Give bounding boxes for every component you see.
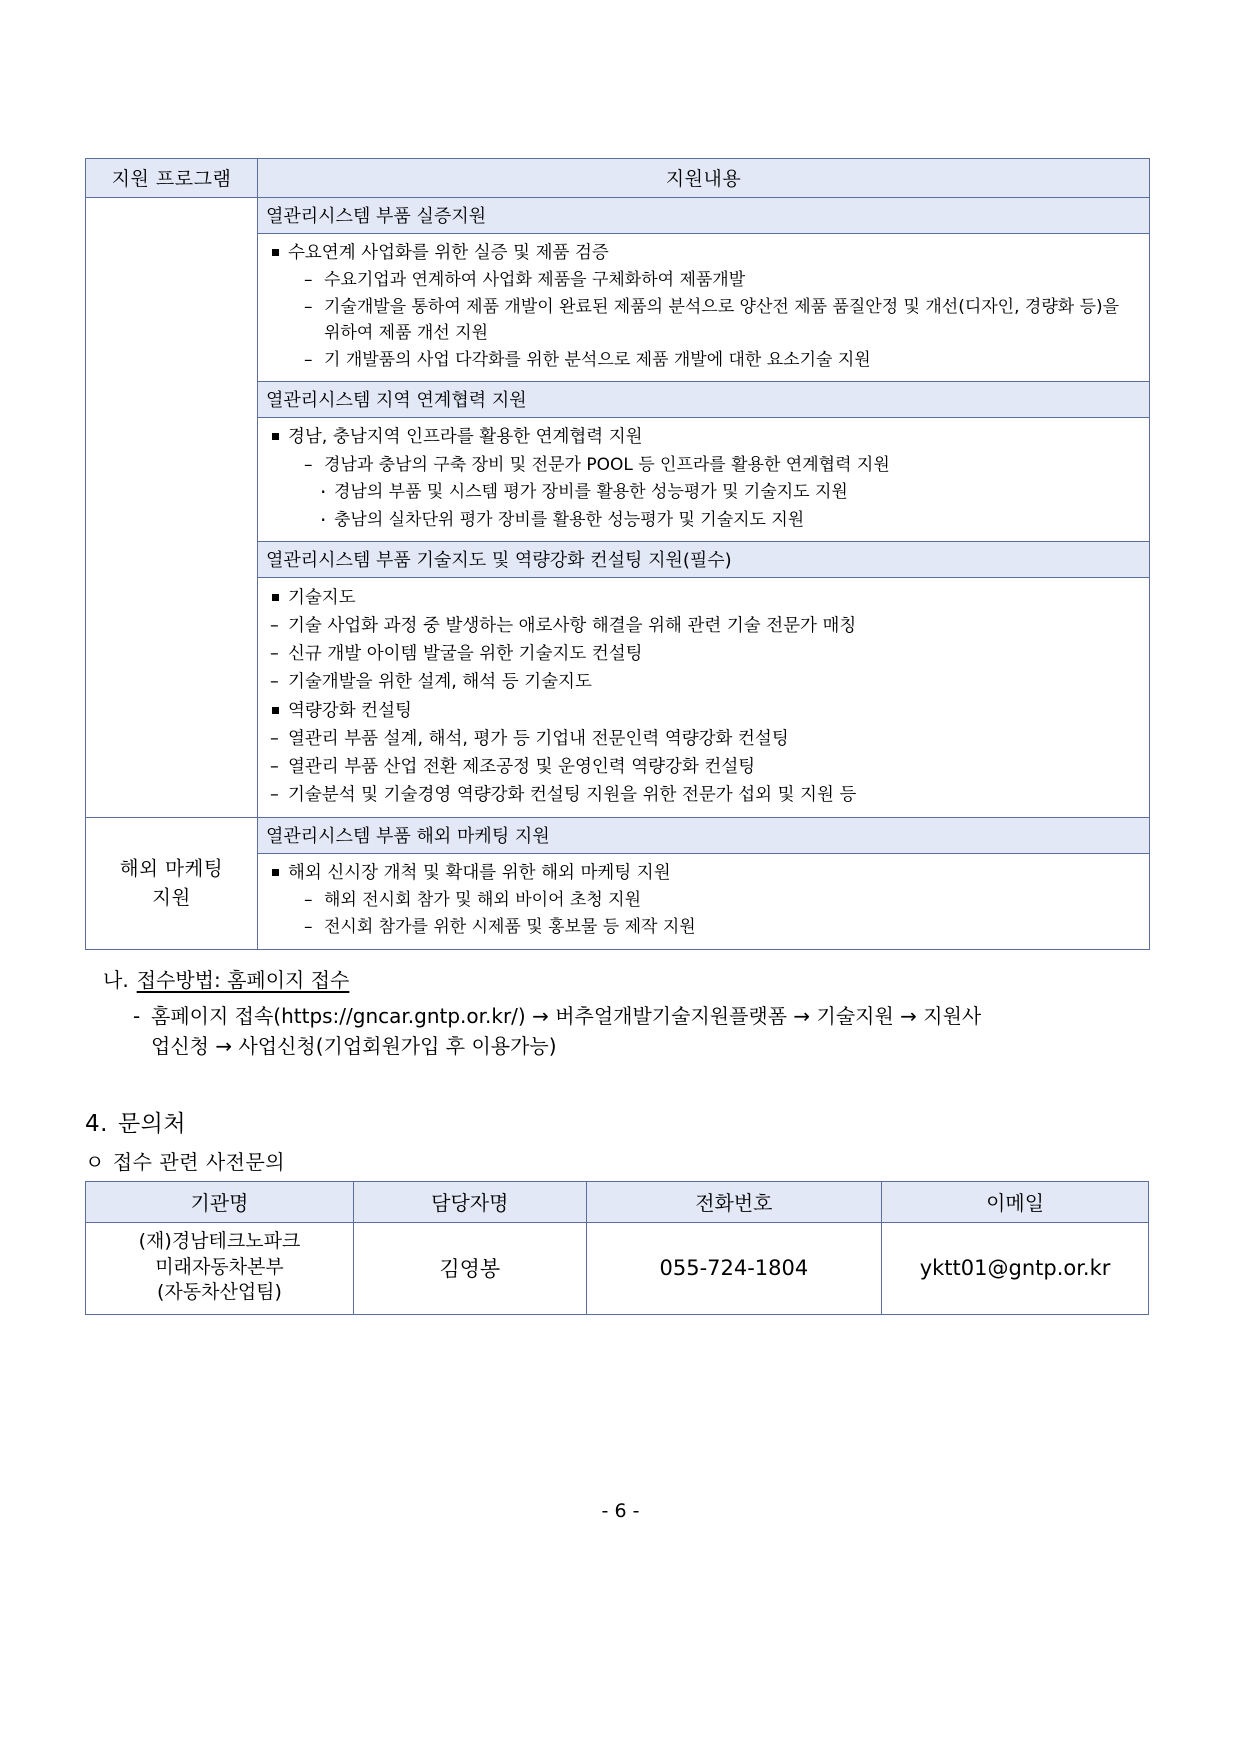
header-program: 지원 프로그램	[86, 159, 258, 198]
list-item: – 경남과 충남의 구축 장비 및 전문가 POOL 등 인프라를 활용한 연계협력 지원	[304, 453, 1139, 479]
list-item: · 경남의 부품 및 시스템 평가 장비를 활용한 성능평가 및 기술지도 지원	[318, 479, 1139, 505]
header-content: 지원내용	[258, 159, 1150, 198]
apply-method-section	[85, 964, 1155, 1061]
item-text: 경남, 충남지역 인프라를 활용한 연계협력 지원	[288, 427, 643, 448]
section-title-1: 열관리시스템 부품 실증지원	[258, 198, 1150, 234]
contact-header-row	[86, 1181, 1149, 1222]
list-item: – 기술 사업화 과정 중 발생하는 애로사항 해결을 위해 관련 기술 전문가 매칭	[268, 613, 1139, 640]
list-item: 기술지도	[268, 585, 1139, 612]
contact-org-line2: 미래자동차본부	[155, 1255, 284, 1278]
apply-method-line2: 업신청 → 사업신청(기업회원가입 후 이용가능)	[151, 1033, 557, 1058]
contact-name: 김영봉	[353, 1222, 586, 1314]
list-item	[268, 860, 1139, 941]
section-body-2	[258, 418, 1150, 542]
contact-phone: 055-724-1804	[586, 1222, 882, 1314]
contact-header-phone: 전화번호	[586, 1181, 882, 1222]
list-item: – 수요기업과 연계하여 사업화 제품을 구체화하여 제품개발	[304, 268, 1139, 294]
contact-org-line3: (자동차산업팀)	[157, 1281, 282, 1304]
section-body-1	[258, 234, 1150, 382]
list-item: – 기술분석 및 기술경영 역량강화 컨설팅 지원을 위한 전문가 섭외 및 지원 등	[268, 782, 1139, 809]
item-text: 수요연계 사업화를 위한 실증 및 제품 검증	[288, 243, 609, 263]
contact-header-name: 담당자명	[353, 1181, 586, 1222]
page-number: - 6 -	[601, 1500, 640, 1522]
section-title-2: 열관리시스템 지역 연계협력 지원	[258, 382, 1150, 418]
inquiry-subheading	[85, 1146, 1155, 1175]
program-cell-empty	[86, 198, 258, 818]
section-body-3	[258, 578, 1150, 818]
circle-bullet-icon: ㅇ	[85, 1149, 105, 1174]
program-cell-overseas-marketing	[86, 818, 258, 950]
inquiry-heading	[85, 1105, 1155, 1138]
apply-method-line1: 홈페이지 접속(https://gncar.gntp.or.kr/) → 버추얼개발기술지원플랫폼 → 기술지원 → 지원사	[151, 1003, 982, 1028]
contact-table	[85, 1181, 1149, 1315]
contact-org-line1: (재)경남테크노파크	[138, 1229, 301, 1252]
section-body-4	[258, 854, 1150, 950]
list-item: – 기술개발을 통하여 제품 개발이 완료된 제품의 분석으로 양산전 제품 품질안정 및 개선(디자인, 경량화 등)을 위하여 제품 개선 지원	[304, 295, 1139, 347]
list-item: – 기술개발을 위한 설계, 해석 등 기술지도	[268, 669, 1139, 696]
list-item	[268, 240, 1139, 373]
apply-method-title	[103, 964, 1155, 993]
contact-org	[86, 1222, 354, 1314]
table-row	[86, 1222, 1149, 1314]
inquiry-title: 문의처	[117, 1110, 187, 1137]
program-label-line2: 지원	[152, 886, 191, 910]
list-item: 역량강화 컨설팅	[268, 698, 1139, 725]
list-item: · 충남의 실차단위 평가 장비를 활용한 성능평가 및 기술지도 지원	[318, 507, 1139, 533]
list-item: – 신규 개발 아이템 발굴을 위한 기술지도 컨설팅	[268, 641, 1139, 668]
list-item	[268, 424, 1139, 533]
list-item: – 열관리 부품 산업 전환 제조공정 및 운영인력 역량강화 컨설팅	[268, 754, 1139, 781]
apply-method-number: 나.	[103, 967, 129, 992]
table-row	[86, 198, 1150, 234]
contact-header-org: 기관명	[86, 1181, 354, 1222]
inquiry-sub-text: 접수 관련 사전문의	[112, 1149, 286, 1174]
page-footer	[0, 1500, 1241, 1522]
list-item: – 해외 전시회 참가 및 해외 바이어 초청 지원	[304, 888, 1139, 914]
section-title-4: 열관리시스템 부품 해외 마케팅 지원	[258, 818, 1150, 854]
contact-header-email: 이메일	[882, 1181, 1149, 1222]
page-content	[85, 158, 1155, 1315]
list-item: – 기 개발품의 사업 다각화를 위한 분석으로 제품 개발에 대한 요소기술 지원	[304, 348, 1139, 374]
inquiry-number: 4.	[85, 1110, 108, 1137]
section-title-3: 열관리시스템 부품 기술지도 및 역량강화 컨설팅 지원(필수)	[258, 542, 1150, 578]
list-item: – 전시회 참가를 위한 시제품 및 홍보물 등 제작 지원	[304, 915, 1139, 941]
item-text: 해외 신시장 개척 및 확대를 위한 해외 마케팅 지원	[288, 863, 671, 884]
program-label-line1: 해외 마케팅	[119, 857, 224, 881]
support-program-table	[85, 158, 1150, 950]
list-item: – 열관리 부품 설계, 해석, 평가 등 기업내 전문인력 역량강화 컨설팅	[268, 726, 1139, 753]
apply-method-heading: 접수방법: 홈페이지 접수	[136, 967, 350, 992]
apply-method-body	[133, 1001, 1131, 1061]
table-header-row	[86, 159, 1150, 198]
contact-email: yktt01@gntp.or.kr	[882, 1222, 1149, 1314]
table-row	[86, 818, 1150, 854]
